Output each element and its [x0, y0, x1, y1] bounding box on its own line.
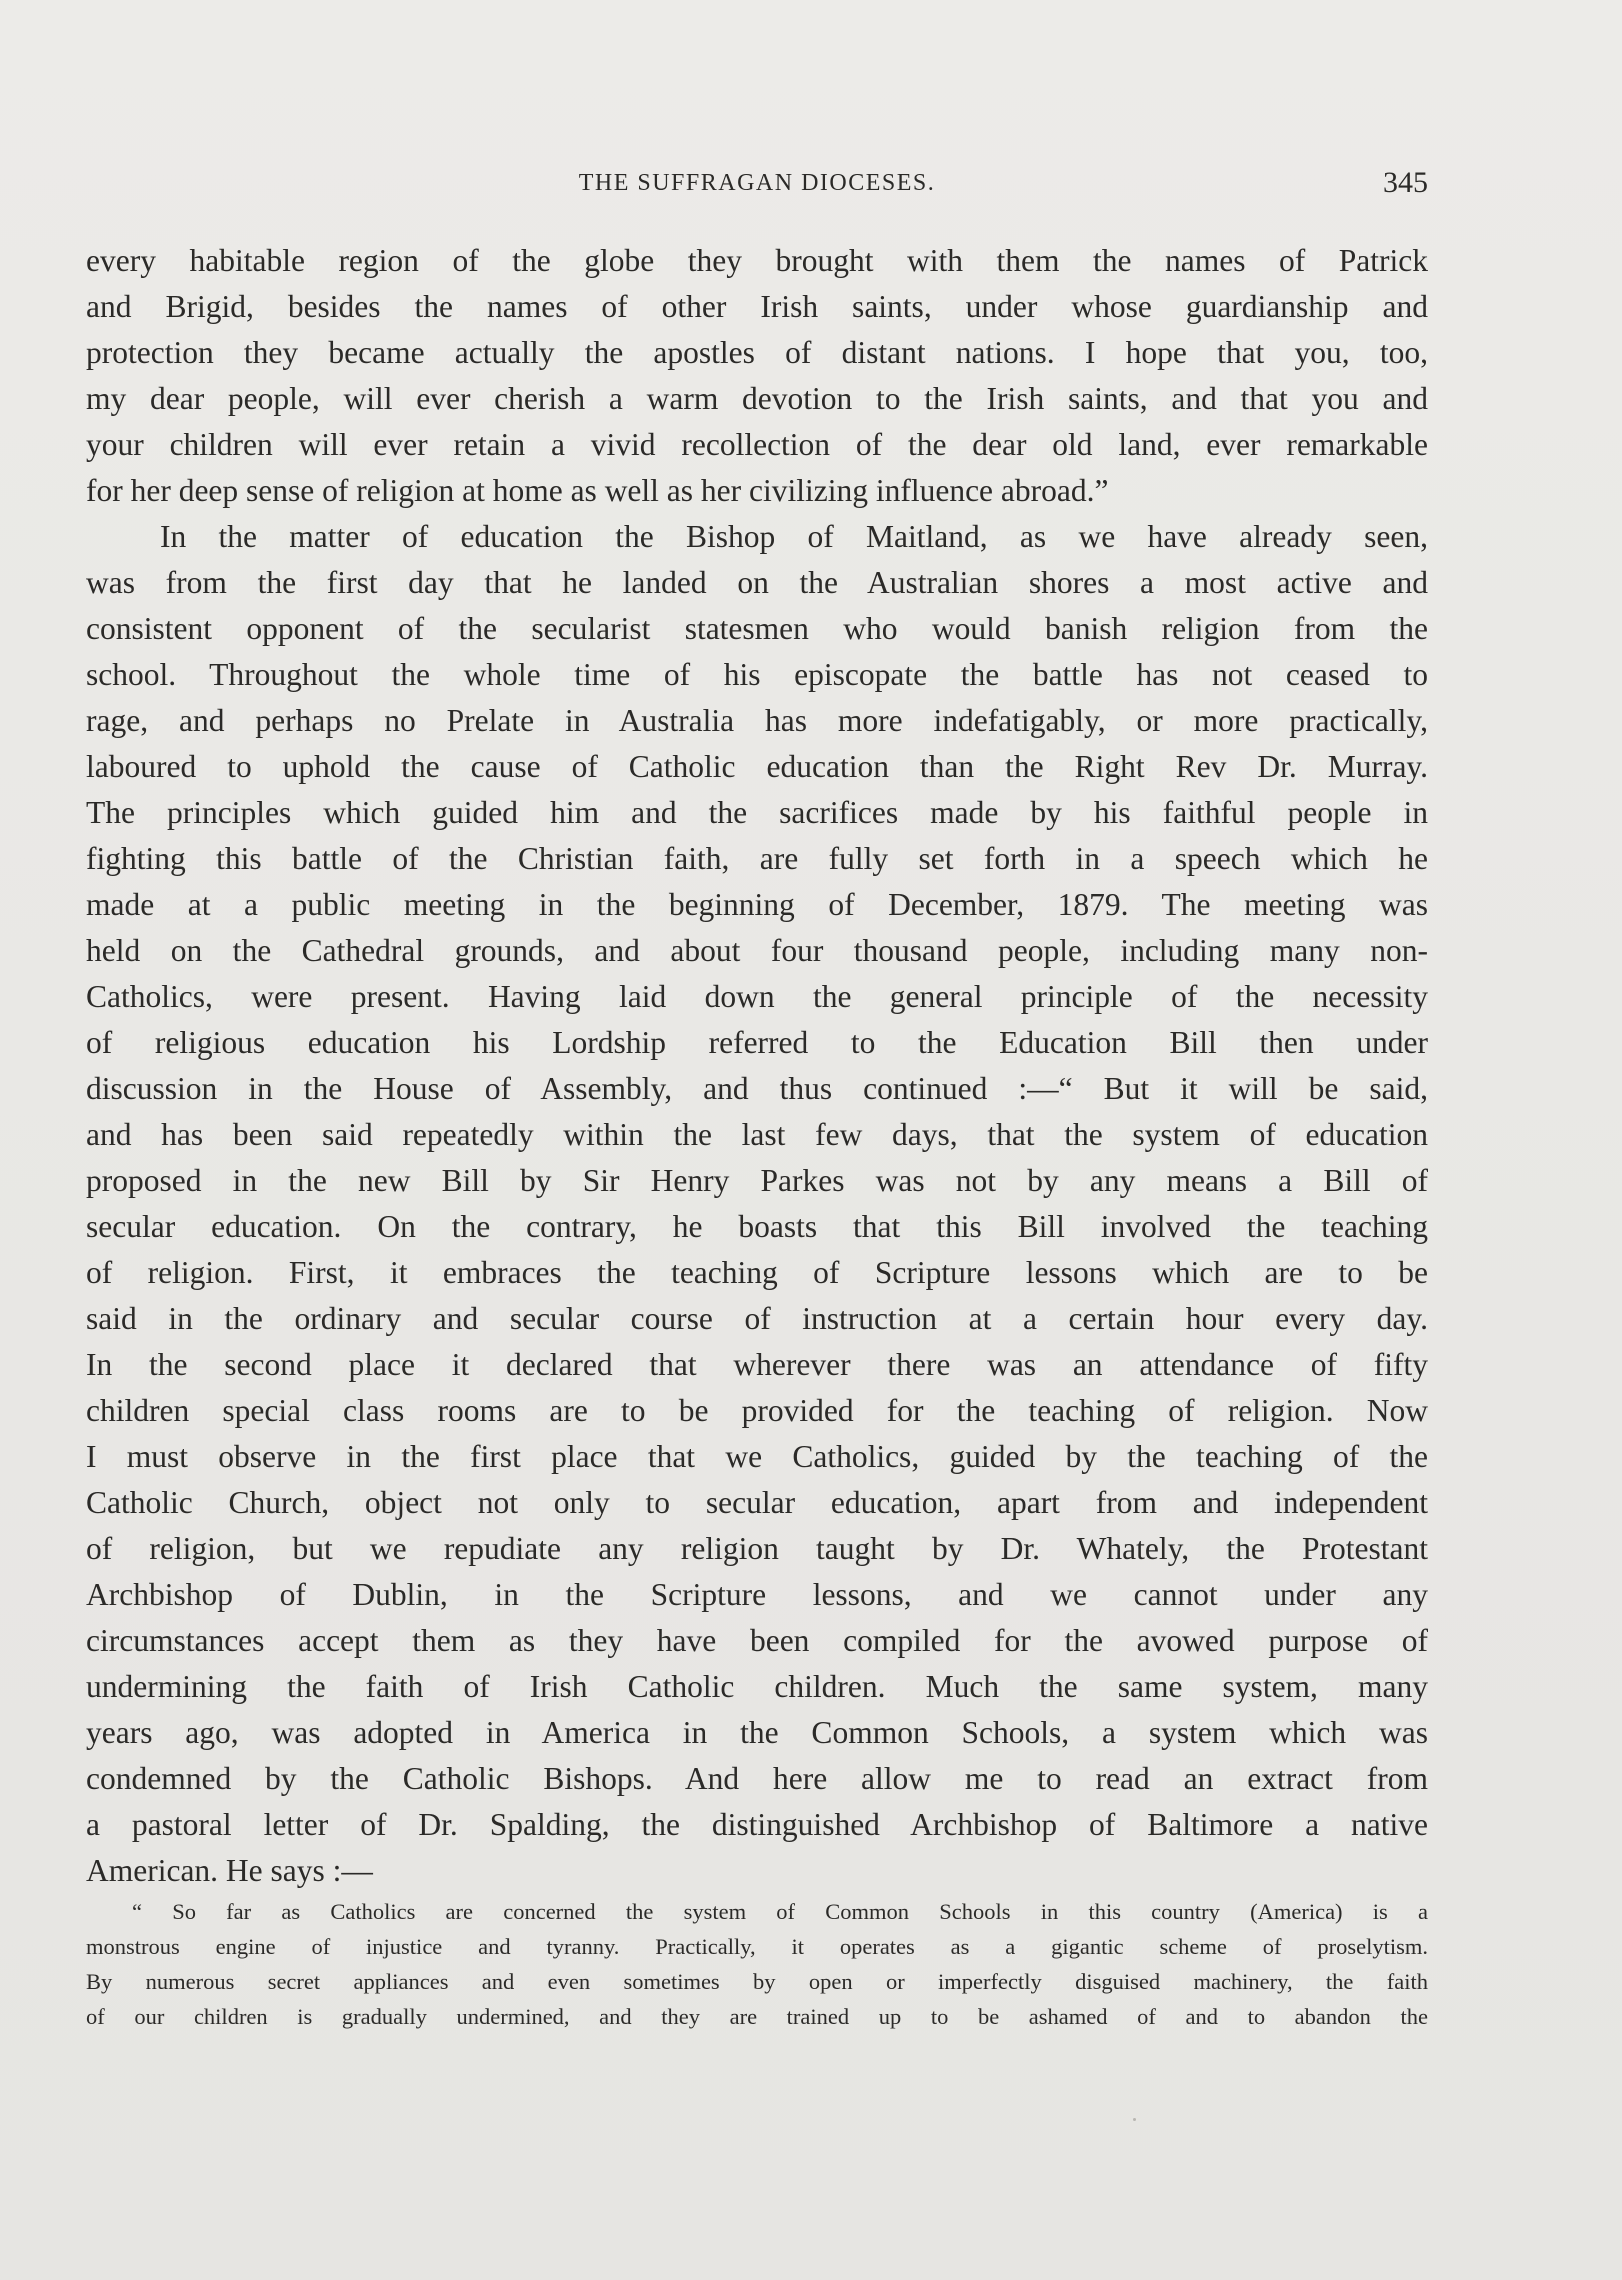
text-line: condemned by the Catholic Bishops. And here allow me to read an extract from	[86, 1761, 1428, 1796]
text-line: undermining the faith of Irish Catholic children. Much the same system, many	[86, 1669, 1428, 1704]
text-line: I must observe in the first place that we Catholics, guided by the teaching of the	[86, 1439, 1428, 1474]
text-line: Archbishop of Dublin, in the Scripture lessons, and we cannot under any	[86, 1577, 1428, 1612]
page-number: 345	[1383, 166, 1428, 199]
paper-speck	[1133, 2118, 1136, 2121]
text-line: my dear people, will ever cherish a warm devotion to the Irish saints, and that you and	[86, 381, 1428, 416]
text-line: was from the first day that he landed on the Australian shores a most active and	[86, 565, 1428, 600]
quote-line: of our children is gradually undermined, and they are trained up to be ashamed of and to abandon the	[86, 2004, 1428, 2029]
text-line: laboured to uphold the cause of Catholic education than the Right Rev Dr. Murray.	[86, 749, 1428, 784]
text-line: every habitable region of the globe they brought with them the names of Patrick	[86, 243, 1428, 278]
text-line: In the second place it declared that wherever there was an attendance of fifty	[86, 1347, 1428, 1382]
text-line: a pastoral letter of Dr. Spalding, the distinguished Archbishop of Baltimore a native	[86, 1807, 1428, 1842]
body-text	[86, 238, 1428, 2034]
text-line: for her deep sense of religion at home as well as her civilizing influence abroad.”	[86, 473, 1109, 508]
text-line: and Brigid, besides the names of other Irish saints, under whose guardianship and	[86, 289, 1428, 324]
text-line: and has been said repeatedly within the last few days, that the system of education	[86, 1117, 1428, 1152]
text-line: years ago, was adopted in America in the Common Schools, a system which was	[86, 1715, 1428, 1750]
block-quote	[86, 1894, 1428, 2034]
text-line: your children will ever retain a vivid recollection of the dear old land, ever remarkable	[86, 427, 1428, 462]
paragraph-education	[86, 514, 1428, 1894]
text-line: of religion, but we repudiate any religion taught by Dr. Whately, the Protestant	[86, 1531, 1428, 1566]
text-line: protection they became actually the apostles of distant nations. I hope that you, too,	[86, 335, 1428, 370]
text-line: held on the Cathedral grounds, and about four thousand people, including many non-	[86, 933, 1428, 968]
text-line: children special class rooms are to be provided for the teaching of religion. Now	[86, 1393, 1428, 1428]
running-head	[86, 166, 1428, 206]
text-line: rage, and perhaps no Prelate in Australia has more indefatigably, or more practically,	[86, 703, 1428, 738]
text-line: proposed in the new Bill by Sir Henry Parkes was not by any means a Bill of	[86, 1163, 1428, 1198]
text-line: said in the ordinary and secular course of instruction at a certain hour every day.	[86, 1301, 1428, 1336]
text-line: circumstances accept them as they have been compiled for the avowed purpose of	[86, 1623, 1428, 1658]
quote-line: “ So far as Catholics are concerned the system of Common Schools in this country (America) is a	[132, 1899, 1428, 1924]
text-line: In the matter of education the Bishop of Maitland, as we have already seen,	[160, 519, 1428, 554]
text-line: of religion. First, it embraces the teaching of Scripture lessons which are to be	[86, 1255, 1428, 1290]
text-line: consistent opponent of the secularist statesmen who would banish religion from the	[86, 611, 1428, 646]
text-line: discussion in the House of Assembly, and thus continued :—“ But it will be said,	[86, 1071, 1428, 1106]
text-line: Catholics, were present. Having laid down the general principle of the necessity	[86, 979, 1428, 1014]
text-line: Catholic Church, object not only to secular education, apart from and independent	[86, 1485, 1428, 1520]
text-line: fighting this battle of the Christian faith, are fully set forth in a speech which he	[86, 841, 1428, 876]
running-title: THE SUFFRAGAN DIOCESES.	[578, 170, 936, 196]
text-line: made at a public meeting in the beginning of December, 1879. The meeting was	[86, 887, 1428, 922]
paragraph-continued	[86, 238, 1428, 514]
text-line: secular education. On the contrary, he boasts that this Bill involved the teaching	[86, 1209, 1428, 1244]
quote-line: By numerous secret appliances and even sometimes by open or imperfectly disguised machinery, the faith	[86, 1969, 1428, 1994]
text-line: The principles which guided him and the sacrifices made by his faithful people in	[86, 795, 1428, 830]
text-line: school. Throughout the whole time of his episcopate the battle has not ceased to	[86, 657, 1428, 692]
text-line: American. He says :—	[86, 1853, 373, 1888]
quote-line: monstrous engine of injustice and tyranny. Practically, it operates as a gigantic scheme of proselytism.	[86, 1934, 1428, 1959]
text-line: of religious education his Lordship referred to the Education Bill then under	[86, 1025, 1428, 1060]
